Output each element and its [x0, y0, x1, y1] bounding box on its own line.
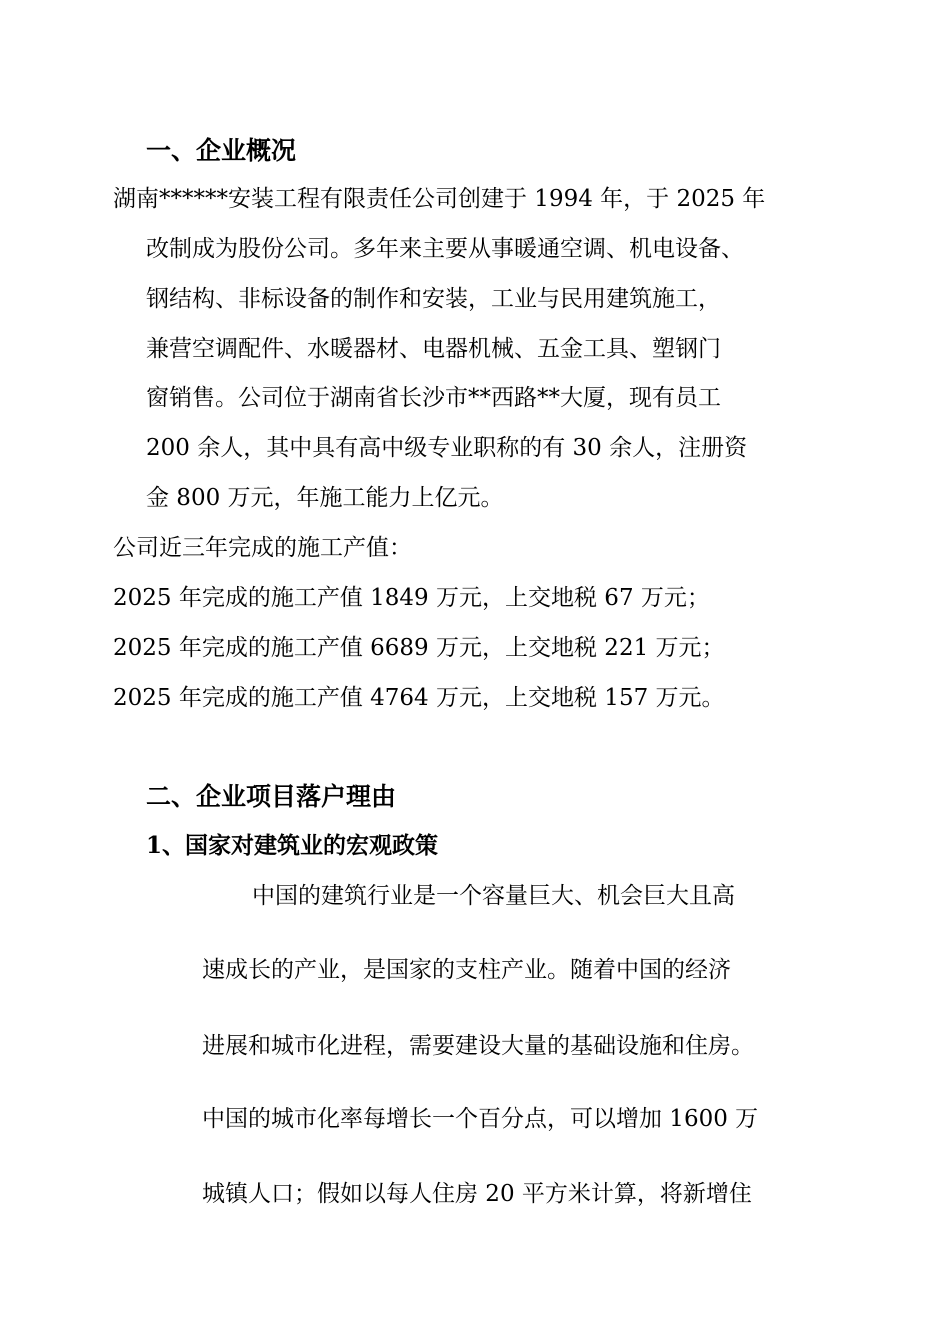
- output-line-1: 2025 年完成的施工产值 1849 万元，上交地税 67 万元；: [113, 585, 710, 611]
- section-heading-overview: 一、企业概况: [146, 136, 297, 165]
- output-line-2: 2025 年完成的施工产值 6689 万元，上交地税 221 万元；: [113, 635, 725, 661]
- intro-line-5: 窗销售。公司位于湖南省长沙市**西路**大厦，现有员工: [146, 385, 721, 411]
- intro-line-4: 兼营空调配件、水暖器材、电器机械、五金工具、塑钢门: [146, 336, 721, 362]
- paragraph-line-2: 速成长的产业，是国家的支柱产业。随着中国的经济: [202, 957, 731, 983]
- paragraph-line-4: 中国的城市化率每增长一个百分点，可以增加 1600 万: [202, 1106, 759, 1132]
- output-intro: 公司近三年完成的施工产值：: [113, 535, 412, 561]
- paragraph-line-5: 城镇人口；假如以每人住房 20 平方米计算，将新增住: [202, 1181, 752, 1207]
- paragraph-line-1: 中国的建筑行业是一个容量巨大、机会巨大且高: [252, 883, 735, 909]
- subheading-policy: 1、国家对建筑业的宏观政策: [146, 832, 439, 859]
- intro-line-3: 钢结构、非标设备的制作和安装，工业与民用建筑施工，: [146, 286, 721, 312]
- paragraph-line-3: 进展和城市化进程，需要建设大量的基础设施和住房。: [202, 1033, 754, 1059]
- section-heading-reasons: 二、企业项目落户理由: [146, 782, 397, 811]
- intro-line-2: 改制成为股份公司。多年来主要从事暖通空调、机电设备、: [146, 236, 744, 262]
- intro-line-7: 金 800 万元，年施工能力上亿元。: [146, 485, 504, 511]
- output-line-3: 2025 年完成的施工产值 4764 万元，上交地税 157 万元。: [113, 685, 725, 711]
- intro-line-1: 湖南******安装工程有限责任公司创建于 1994 年，于 2025 年: [113, 186, 766, 212]
- intro-line-6: 200 余人，其中具有高中级专业职称的有 30 余人，注册资: [146, 435, 748, 461]
